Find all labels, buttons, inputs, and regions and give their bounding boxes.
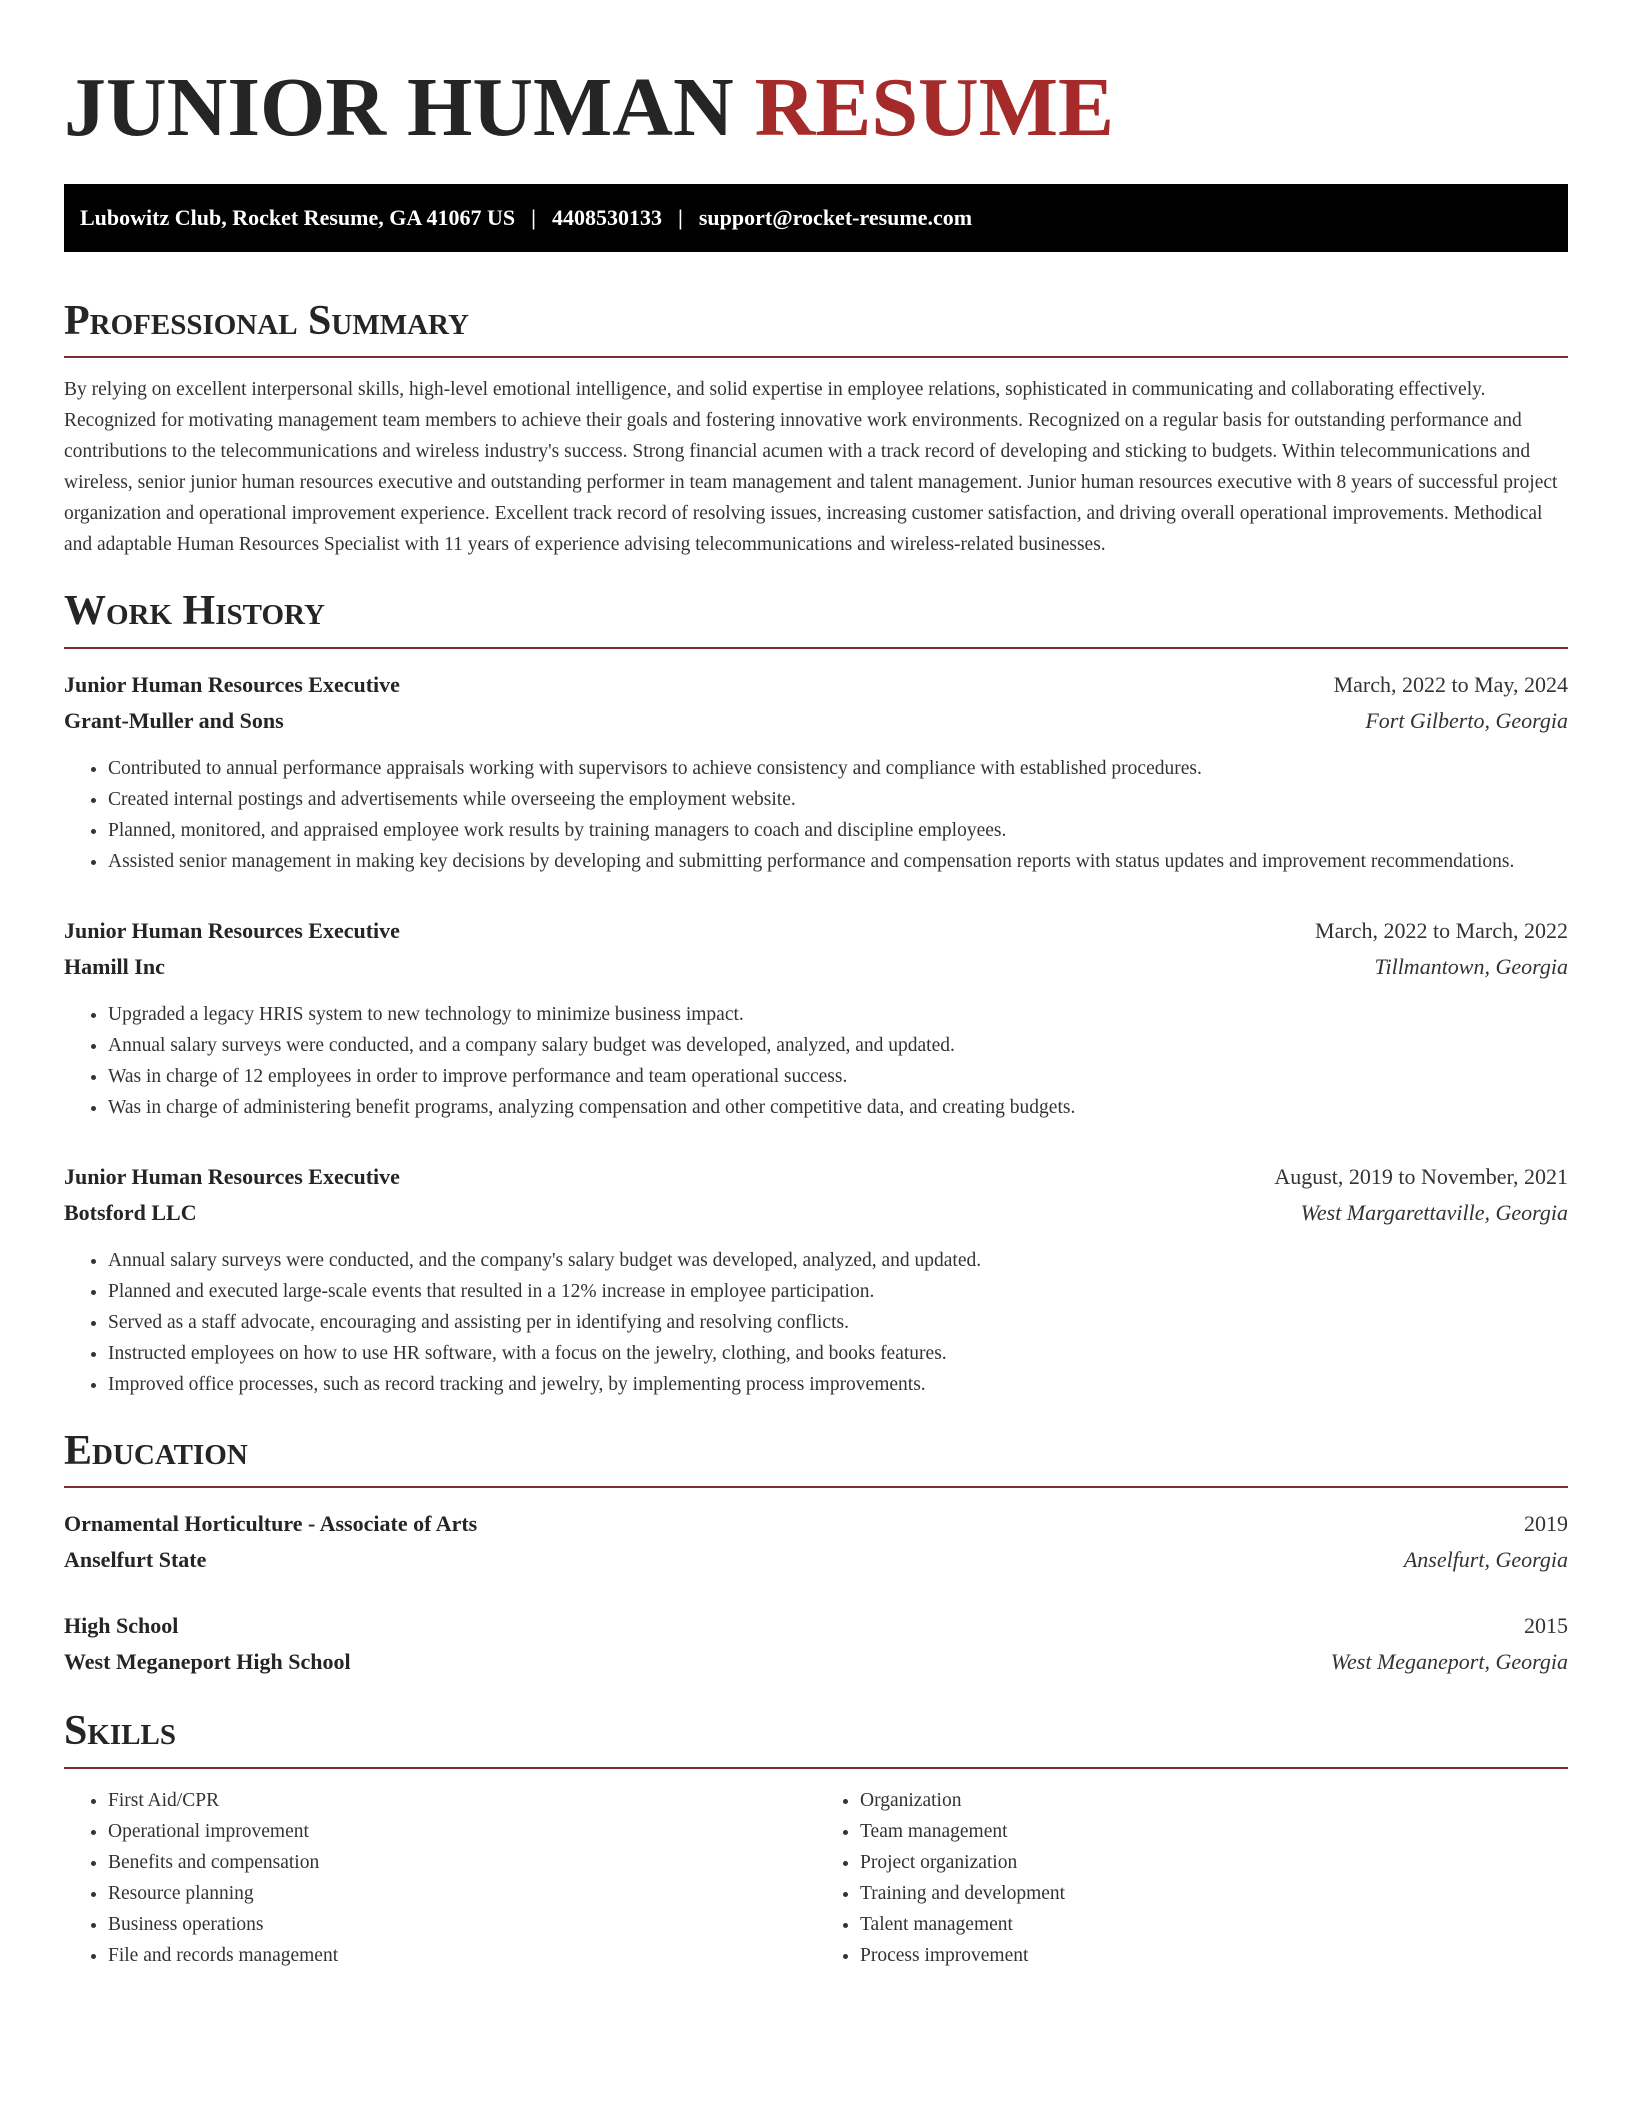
job-location: Tillmantown, Georgia bbox=[1374, 953, 1568, 979]
skill-item: • Team management bbox=[860, 1816, 1568, 1847]
job-bullet: • Was in charge of administering benefit programs, analyzing compensation and other competitive data, and creating budgets. bbox=[108, 1092, 1568, 1123]
job-bullet: • Created internal postings and advertisements while overseeing the employment website. bbox=[108, 784, 1568, 815]
education-degree: Ornamental Horticulture - Associate of Arts bbox=[64, 1511, 478, 1537]
name-accent: RESUME bbox=[754, 61, 1115, 154]
job-bullet: • Planned and executed large-scale events that resulted in a 12% increase in employee participation. bbox=[108, 1276, 1568, 1307]
skills-column-right bbox=[816, 1785, 1568, 1971]
job-title: Junior Human Resources Executive bbox=[64, 917, 400, 943]
skill-item: • Resource planning bbox=[108, 1878, 816, 1909]
job-company: Hamill Inc bbox=[64, 953, 165, 979]
summary-heading: Professional Summary bbox=[64, 296, 1568, 358]
job-bullet: • Contributed to annual performance appraisals working with supervisors to achieve consistency and compliance with established procedures. bbox=[108, 753, 1568, 784]
education-entry bbox=[64, 1506, 1568, 1578]
contact-address: Lubowitz Club, Rocket Resume, GA 41067 US bbox=[80, 205, 516, 230]
skill-item: • Organization bbox=[860, 1785, 1568, 1816]
job-entry bbox=[64, 913, 1568, 1123]
summary-text: By relying on excellent interpersonal skills, high-level emotional intelligence, and solid expertise in employee relations, sophisticated in communicating and collaborating effectively. Recognized for motivating management team members to achieve their goals and fostering innovative work environments. Recognized on a regular basis for outstanding performance and contributions to the telecommunications and wireless industry's success. Strong financial acumen with a track record of developing and sticking to budgets. Within telecommunications and wireless, senior junior human resources executive and outstanding performer in team management and talent management. Junior human resources executive with 8 years of successful project organization and operational improvement experience. Excellent track record of resolving issues, increasing customer satisfaction, and driving overall operational improvements. Methodical and adaptable Human Resources Specialist with 11 years of experience advising telecommunications and wireless-related businesses. bbox=[64, 379, 1558, 556]
skill-item: • First Aid/CPR bbox=[108, 1785, 816, 1816]
job-bullet: • Annual salary surveys were conducted, and a company salary budget was developed, analyzed, and updated. bbox=[108, 1030, 1568, 1061]
contact-bar bbox=[64, 184, 1568, 252]
education-entry bbox=[64, 1608, 1568, 1680]
job-title: Junior Human Resources Executive bbox=[64, 1163, 400, 1189]
skills-heading: Skills bbox=[64, 1706, 1568, 1768]
job-location: West Margarettaville, Georgia bbox=[1300, 1199, 1568, 1225]
contact-phone: 4408530133 bbox=[552, 205, 662, 230]
name-main: JUNIOR HUMAN bbox=[64, 61, 734, 154]
job-bullet: • Served as a staff advocate, encouraging and assisting per in identifying and resolving conflicts. bbox=[108, 1307, 1568, 1338]
job-entry bbox=[64, 1159, 1568, 1400]
job-bullet: • Annual salary surveys were conducted, and the company's salary budget was developed, analyzed, and updated. bbox=[108, 1245, 1568, 1276]
education-location: West Meganeport, Georgia bbox=[1330, 1649, 1568, 1675]
job-bullets bbox=[64, 999, 1568, 1123]
resume-name bbox=[64, 55, 1568, 160]
job-location: Fort Gilberto, Georgia bbox=[1365, 707, 1568, 733]
skill-item: • Training and development bbox=[860, 1878, 1568, 1909]
education-heading: Education bbox=[64, 1426, 1568, 1488]
job-dates: August, 2019 to November, 2021 bbox=[1274, 1163, 1568, 1189]
job-company: Grant-Muller and Sons bbox=[64, 707, 284, 733]
skills-column-left bbox=[64, 1785, 816, 1971]
job-bullet: • Instructed employees on how to use HR software, with a focus on the jewelry, clothing, and books features. bbox=[108, 1338, 1568, 1369]
work-history-heading: Work History bbox=[64, 586, 1568, 648]
skill-item: • Project organization bbox=[860, 1847, 1568, 1878]
skills-list bbox=[64, 1785, 1568, 1971]
skill-item: • Talent management bbox=[860, 1909, 1568, 1940]
job-bullet: • Upgraded a legacy HRIS system to new technology to minimize business impact. bbox=[108, 999, 1568, 1030]
job-dates: March, 2022 to March, 2022 bbox=[1315, 917, 1568, 943]
education-location: Anselfurt, Georgia bbox=[1403, 1547, 1568, 1573]
skill-item: • Process improvement bbox=[860, 1940, 1568, 1971]
education-year: 2015 bbox=[1524, 1613, 1568, 1639]
skill-item: • File and records management bbox=[108, 1940, 816, 1971]
skill-item: • Benefits and compensation bbox=[108, 1847, 816, 1878]
contact-email: support@rocket-resume.com bbox=[698, 205, 973, 230]
job-bullets bbox=[64, 1245, 1568, 1400]
contact-separator: | bbox=[678, 205, 683, 230]
job-company: Botsford LLC bbox=[64, 1199, 197, 1225]
contact-separator: | bbox=[531, 205, 536, 230]
education-degree: High School bbox=[64, 1613, 179, 1639]
job-bullet: • Was in charge of 12 employees in order to improve performance and team operational success. bbox=[108, 1061, 1568, 1092]
job-bullet: • Improved office processes, such as record tracking and jewelry, by implementing process improvements. bbox=[108, 1369, 1568, 1400]
skill-item: • Operational improvement bbox=[108, 1816, 816, 1847]
skill-item: • Business operations bbox=[108, 1909, 816, 1940]
job-bullet: • Planned, monitored, and appraised employee work results by training managers to coach and discipline employees. bbox=[108, 815, 1568, 846]
job-bullet: • Assisted senior management in making key decisions by developing and submitting performance and compensation reports with status updates and improvement recommendations. bbox=[108, 846, 1568, 877]
job-entry bbox=[64, 667, 1568, 877]
job-dates: March, 2022 to May, 2024 bbox=[1333, 671, 1568, 697]
education-year: 2019 bbox=[1524, 1511, 1568, 1537]
education-school: Anselfurt State bbox=[64, 1547, 207, 1573]
job-bullets bbox=[64, 753, 1568, 877]
education-school: West Meganeport High School bbox=[64, 1649, 351, 1675]
job-title: Junior Human Resources Executive bbox=[64, 671, 400, 697]
